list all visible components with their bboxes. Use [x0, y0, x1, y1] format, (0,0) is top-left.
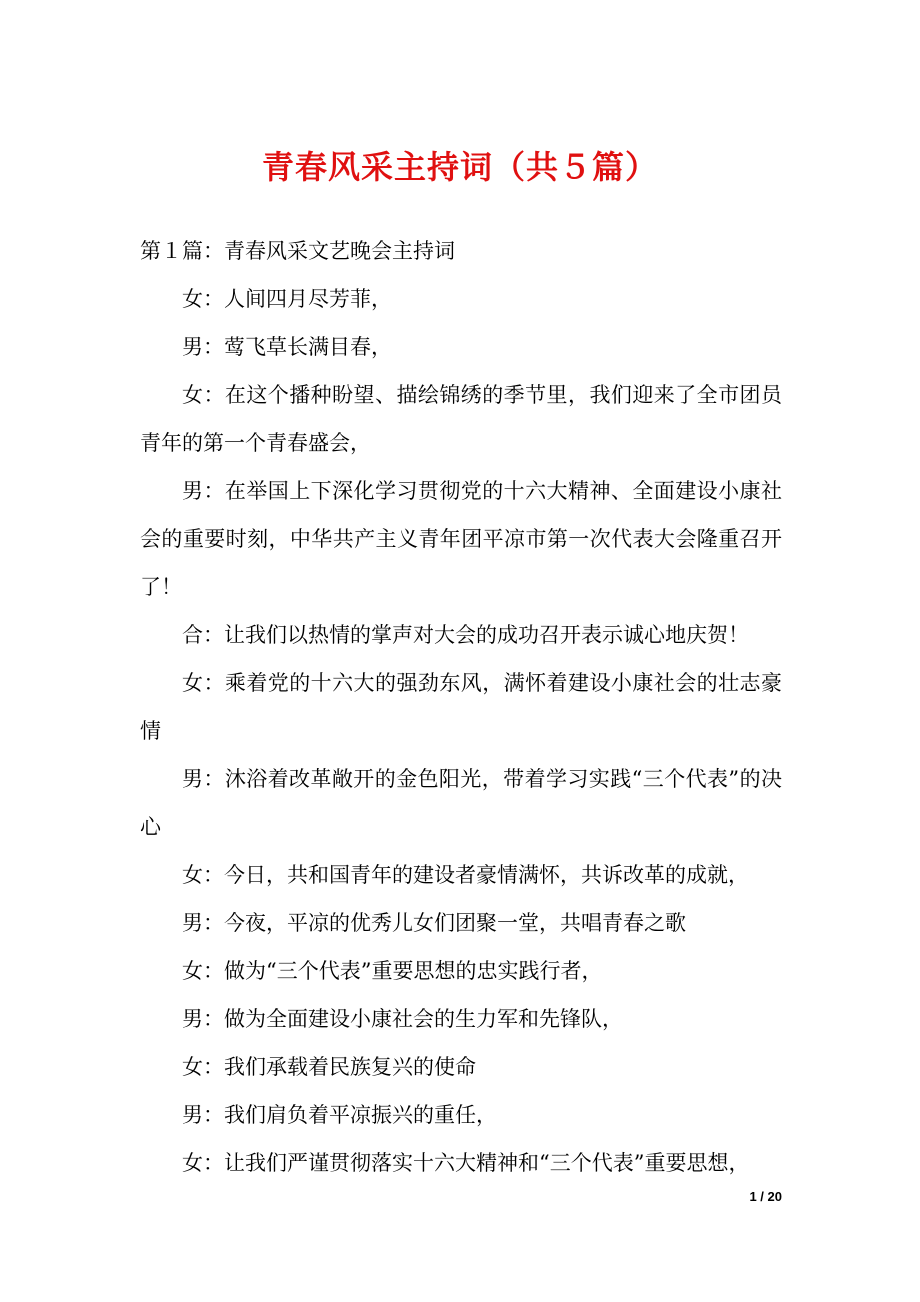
paragraph: 女：人间四月尽芳菲，	[182, 287, 392, 311]
section-heading: 第１篇：青春风采文艺晚会主持词	[140, 239, 455, 263]
paragraph: 男：我们肩负着平凉振兴的重任，	[182, 1103, 497, 1127]
paragraph: 合：让我们以热情的掌声对大会的成功召开表示诚心地庆贺！	[182, 623, 749, 647]
paragraph: 女：做为“三个代表”重要思想的忠实践行者，	[182, 959, 603, 983]
document-title: 青春风采主持词（共５篇）	[261, 148, 658, 186]
paragraph: 女：让我们严谨贯彻落实十六大精神和“三个代表”重要思想，	[182, 1151, 750, 1175]
document-body	[140, 227, 782, 1187]
paragraph: 男：在举国上下深化学习贯彻党的十六大精神、全面建设小康社会的重要时刻，中华共产主义青年团平凉市第一次代表大会隆重召开了！	[140, 479, 782, 599]
paragraph: 男：莺飞草长满目春，	[182, 335, 392, 359]
paragraph: 男：今夜，平凉的优秀儿女们团聚一堂，共唱青春之歌	[182, 911, 686, 935]
page-number: 1 / 20	[749, 1189, 782, 1204]
paragraph: 女：我们承载着民族复兴的使命	[182, 1055, 476, 1079]
paragraph: 女：今日，共和国青年的建设者豪情满怀，共诉改革的成就，	[182, 863, 749, 887]
paragraph: 女：在这个播种盼望、描绘锦绣的季节里，我们迎来了全市团员青年的第一个青春盛会，	[140, 383, 782, 455]
paragraph: 女：乘着党的十六大的强劲东风，满怀着建设小康社会的壮志豪情	[140, 671, 782, 743]
paragraph: 男：做为全面建设小康社会的生力军和先锋队，	[182, 1007, 623, 1031]
paragraph: 男：沐浴着改革敞开的金色阳光，带着学习实践“三个代表”的决心	[140, 767, 782, 839]
